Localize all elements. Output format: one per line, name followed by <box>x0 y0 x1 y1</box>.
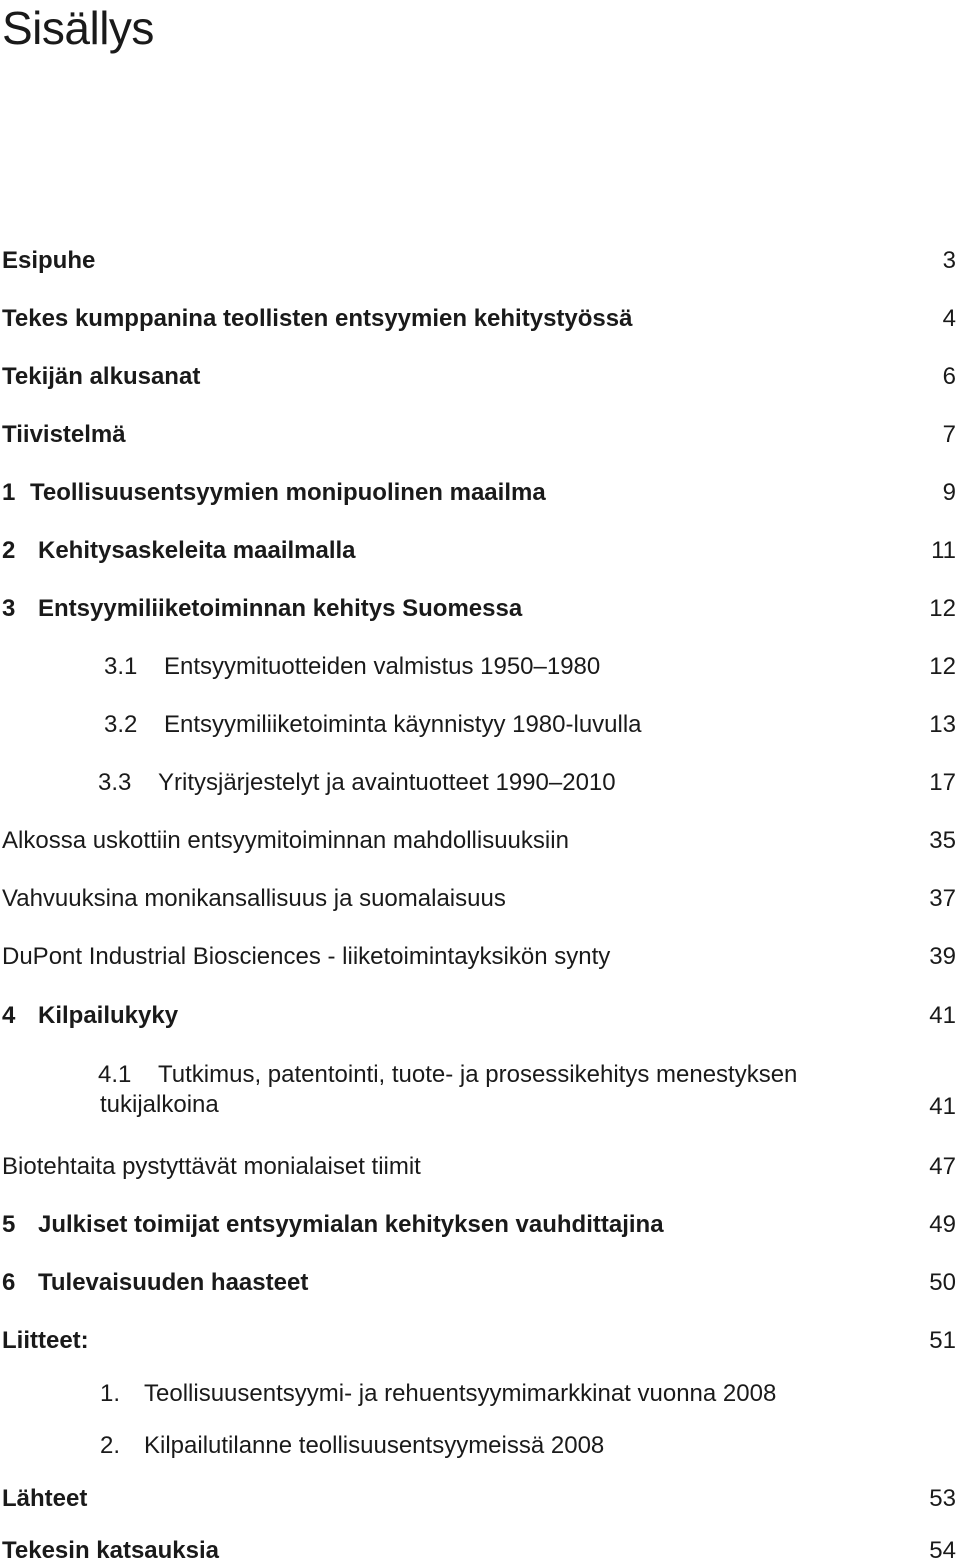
toc-label: DuPont Industrial Biosciences - liiketoimintayksikön synty <box>2 943 611 970</box>
toc-number: 5 <box>2 1211 16 1238</box>
page-title: Sisällys <box>2 2 154 54</box>
toc-label: Tekijän alkusanat <box>2 363 201 390</box>
toc-entry-liite-2[interactable] <box>0 1429 956 1463</box>
toc-number: 3.1 <box>104 653 138 680</box>
toc-entry-chapter-4[interactable] <box>0 999 956 1033</box>
toc-entry-chapter-2[interactable] <box>0 534 956 568</box>
toc-entry-section-4-1[interactable] <box>0 1060 956 1128</box>
toc-label: Julkiset toimijat entsyymialan kehityksen vauhdittajina <box>38 1211 664 1238</box>
toc-page-number: 6 <box>942 363 956 390</box>
toc-entry-tekes-kumppanina[interactable] <box>0 302 956 336</box>
toc-page-number: 54 <box>929 1537 956 1564</box>
toc-label: Tulevaisuuden haasteet <box>38 1269 309 1296</box>
toc-page-number: 7 <box>942 421 956 448</box>
toc-entry-tekijan-alkusanat[interactable] <box>0 360 956 394</box>
toc-entry-lahteet[interactable] <box>0 1482 956 1516</box>
toc-entry-chapter-1[interactable] <box>0 476 956 510</box>
toc-label: Lähteet <box>2 1485 88 1512</box>
toc-number: 6 <box>2 1269 16 1296</box>
toc-label: Biotehtaita pystyttävät monialaiset tiimit <box>2 1153 421 1180</box>
toc-page-number: 50 <box>929 1269 956 1296</box>
toc-label: Entsyymituotteiden valmistus 1950–1980 <box>164 653 601 680</box>
toc-label: Entsyymiliiketoiminnan kehitys Suomessa <box>38 595 523 622</box>
toc-page-number: 35 <box>929 827 956 854</box>
toc-label: Esipuhe <box>2 247 96 274</box>
toc-entry-liitteet[interactable] <box>0 1324 956 1358</box>
toc-label: Teollisuusentsyymien monipuolinen maailma <box>30 479 546 506</box>
toc-label: Kehitysaskeleita maailmalla <box>38 537 356 564</box>
toc-page-number: 51 <box>929 1327 956 1354</box>
toc-entry-section-3-1[interactable] <box>0 650 956 684</box>
toc-page-number: 17 <box>929 769 956 796</box>
toc-entry-chapter-5[interactable] <box>0 1208 956 1242</box>
toc-number: 1 <box>2 479 16 506</box>
toc-entry-chapter-6[interactable] <box>0 1266 956 1300</box>
toc-page-number: 37 <box>929 885 956 912</box>
toc-page-number: 12 <box>929 595 956 622</box>
toc-entry-esipuhe[interactable] <box>0 244 956 278</box>
toc-page-number: 39 <box>929 943 956 970</box>
toc-entry-section-3-3[interactable] <box>0 766 956 800</box>
toc-page-number: 47 <box>929 1153 956 1180</box>
toc-label: Tiivistelmä <box>2 421 126 448</box>
toc-label: Tekesin katsauksia <box>2 1537 220 1564</box>
toc-number: 3 <box>2 595 16 622</box>
toc-number: 2 <box>2 537 16 564</box>
toc-entry-biotehtaita[interactable] <box>0 1150 956 1184</box>
toc-label: Kilpailukyky <box>38 1002 179 1029</box>
toc-entry-alkossa[interactable] <box>0 824 956 858</box>
toc-page-number: 53 <box>929 1485 956 1512</box>
toc-label: Teollisuusentsyymi- ja rehuentsyymimarkkinat vuonna 2008 <box>144 1380 777 1407</box>
toc-number: 4.1 <box>98 1061 132 1088</box>
toc-label: Yritysjärjestelyt ja avaintuotteet 1990–2010 <box>158 769 616 796</box>
toc-entry-dupont[interactable] <box>0 940 956 974</box>
toc-page-number: 12 <box>929 653 956 680</box>
toc-page-number: 9 <box>942 479 956 506</box>
toc-label: Entsyymiliiketoiminta käynnistyy 1980-luvulla <box>164 711 642 738</box>
toc-label: Liitteet: <box>2 1327 89 1354</box>
toc-label: Kilpailutilanne teollisuusentsyymeissä 2008 <box>144 1432 605 1459</box>
toc-entry-liite-1[interactable] <box>0 1377 956 1411</box>
toc-page-number: 4 <box>942 305 956 332</box>
toc-label: Tekes kumppanina teollisten entsyymien kehitystyössä <box>2 305 633 332</box>
toc-number: 3.2 <box>104 711 138 738</box>
toc-page-number: 49 <box>929 1211 956 1238</box>
toc-page-number: 41 <box>929 1002 956 1029</box>
toc-label: Alkossa uskottiin entsyymitoiminnan mahdollisuuksiin <box>2 827 569 854</box>
toc-page-number: 11 <box>931 537 956 564</box>
toc-label: Tutkimus, patentointi, tuote- ja prosessikehitys menestyksen tukijalkoina <box>100 1061 798 1118</box>
toc-label: Vahvuuksina monikansallisuus ja suomalaisuus <box>2 885 506 912</box>
toc-entry-chapter-3[interactable] <box>0 592 956 626</box>
toc-page-number: 13 <box>929 711 956 738</box>
toc-entry-vahvuuksina[interactable] <box>0 882 956 916</box>
toc-number: 3.3 <box>98 769 132 796</box>
toc-number: 4 <box>2 1002 16 1029</box>
toc-page-number: 3 <box>942 247 956 274</box>
toc-number: 2. <box>100 1432 121 1459</box>
toc-page-number: 41 <box>929 1093 956 1120</box>
toc-entry-tiivistelma[interactable] <box>0 418 956 452</box>
toc-entry-section-3-2[interactable] <box>0 708 956 742</box>
toc-number: 1. <box>100 1380 121 1407</box>
